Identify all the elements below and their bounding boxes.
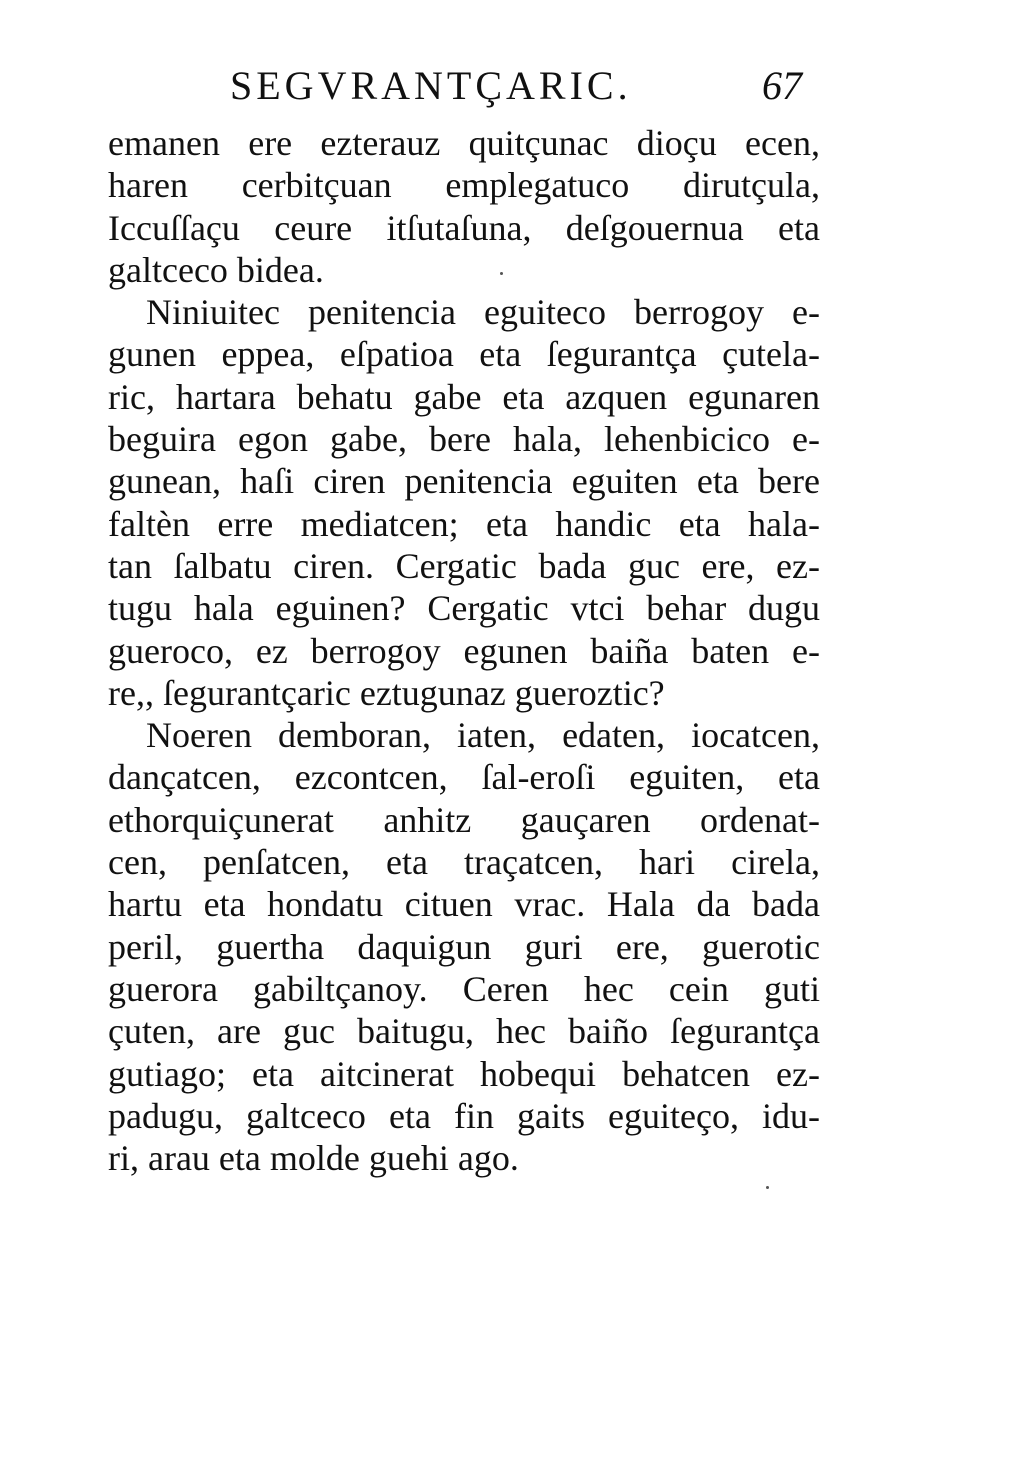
paragraph-start-line: Niniuitec penitencia eguiteco berrogoy e- xyxy=(146,292,820,333)
text-line: haren cerbitçuan emplegatuco dirutçula, xyxy=(108,165,820,206)
page-number: 67 xyxy=(762,63,802,108)
text-line: gueroco, ez berrogoy egunen baiña baten e- xyxy=(108,630,820,671)
text-line: emanen ere ezterauz quitçunac dioçu ecen, xyxy=(108,123,820,163)
text-line: peril, guertha daquigun guri ere, guerotic xyxy=(108,926,820,967)
text-line: hartu eta hondatu cituen vrac. Hala da bada xyxy=(108,884,820,925)
text-line: cen, penſatcen, eta traçatcen, hari cirela, xyxy=(108,842,820,883)
text-line: Iccuſſaçu ceure itſutaſuna, deſgouernua eta xyxy=(108,207,820,248)
text-line: ri, arau eta molde guehi ago. xyxy=(108,1138,519,1179)
text-line: padugu, galtceco eta fin gaits eguiteço, idu- xyxy=(108,1095,820,1136)
paragraph-start-line: Noeren demboran, iaten, edaten, iocatcen, xyxy=(146,715,820,756)
text-line: gutiago; eta aitcinerat hobequi behatcen ez- xyxy=(108,1053,820,1094)
body-text xyxy=(108,122,820,1179)
text-line: galtceco bidea. xyxy=(108,249,324,290)
ink-speck xyxy=(500,272,503,275)
text-line: tugu hala eguinen? Cergatic vtci behar dugu xyxy=(108,588,820,629)
text-line: re,, ſegurantçaric eztugunaz gueroztic? xyxy=(108,672,665,713)
text-line: ric, hartara behatu gabe eta azquen egunaren xyxy=(108,376,820,417)
text-line: gunen eppea, eſpatioa eta ſegurantça çutela- xyxy=(108,334,820,375)
ink-speck xyxy=(766,1186,769,1189)
text-line: gunean, haſi ciren penitencia eguiten eta bere xyxy=(108,461,820,502)
text-line: tan ſalbatu ciren. Cergatic bada guc ere, ez- xyxy=(108,545,820,586)
text-line: guerora gabiltçanoy. Ceren hec cein guti xyxy=(108,968,820,1009)
text-line: dançatcen, ezcontcen, ſal-eroſi eguiten, eta xyxy=(108,757,820,798)
text-line: beguira egon gabe, bere hala, lehenbicico e- xyxy=(108,419,820,460)
running-title: SEGVRANTÇARIC. xyxy=(230,63,632,108)
text-line: ethorquiçunerat anhitz gauçaren ordenat- xyxy=(108,799,820,840)
running-head xyxy=(100,58,820,114)
text-line: faltèn erre mediatcen; eta handic eta hala- xyxy=(108,503,820,544)
text-line: çuten, are guc baitugu, hec baiño ſegurantça xyxy=(108,1011,820,1052)
